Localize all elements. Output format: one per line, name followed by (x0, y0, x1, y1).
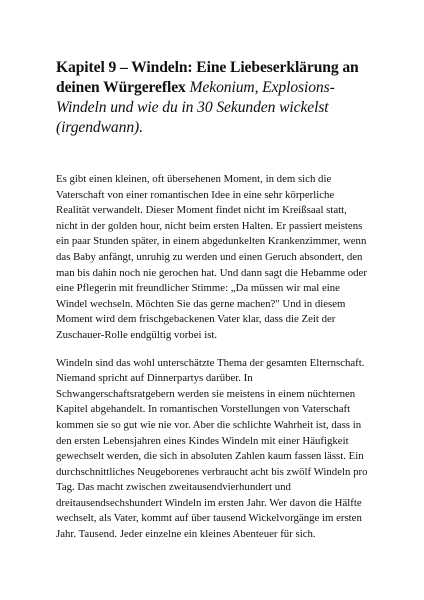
body-paragraph: Es gibt einen kleinen, oft übersehenen Moment, in dem sich die Vaterschaft von einer romantischen Idee in eine sehr körperliche Realität verwandelt. Dieser Moment findet nicht im Kreißsaal statt, nicht in der golden hour, nicht beim ersten Halten. Er passiert meistens ein paar Stunden später, in einem abgedunkelten Krankenzimmer, wenn das Baby anfängt, unruhig zu werden und einen Geruch absondert, den man bis dahin noch nie gerochen hat. Und dann sagt die Hebamme oder eine Pflegerin mit freundlicher Stimme: „Da müssen wir mal eine Windel wechseln. Möchten Sie das gerne machen?" Und in diesem Moment wird dem frischgebackenen Vater klar, dass die Zeit der Zuschauer-Rolle endgültig vorbei ist. (56, 173, 367, 341)
body-paragraph: Windeln sind das wohl unterschätzte Thema der gesamten Elternschaft. Niemand spricht auf Dinnerpartys darüber. In Schwangerschaftsratgebern werden sie meistens in einem nüchternen Kapitel abgehandelt. In romantischen Vorstellungen von Vaterschaft kommen sie so gut wie nie vor. Aber die schlichte Wahrheit ist, dass in den ersten Lebensjahren eines Kindes Windeln mit einer Häufigkeit gewechselt werden, die sich in absoluten Zahlen kaum fassen lässt. Ein durchschnittliches Neugeborenes verbraucht acht bis zwölf Windeln pro Tag. Das macht zwischen zweitausendvierhundert und dreitausendsechshundert Windeln im ersten Jahr. Wer davon die Hälfte wechselt, als Vater, kommt auf über tausend Wickelvorgänge im ersten Jahr. Tausend. Jeder einzelne ein kleines Abenteuer für sich. (56, 356, 368, 541)
chapter-subtitle: Mekonium, Explosions-Windeln und wie du in 30 Sekunden wickelst (irgendwann). (56, 79, 335, 136)
chapter-heading (56, 58, 368, 138)
chapter-title: Kapitel 9 – Windeln: Eine Liebeserklärung an deinen Würgereflex (56, 59, 359, 96)
